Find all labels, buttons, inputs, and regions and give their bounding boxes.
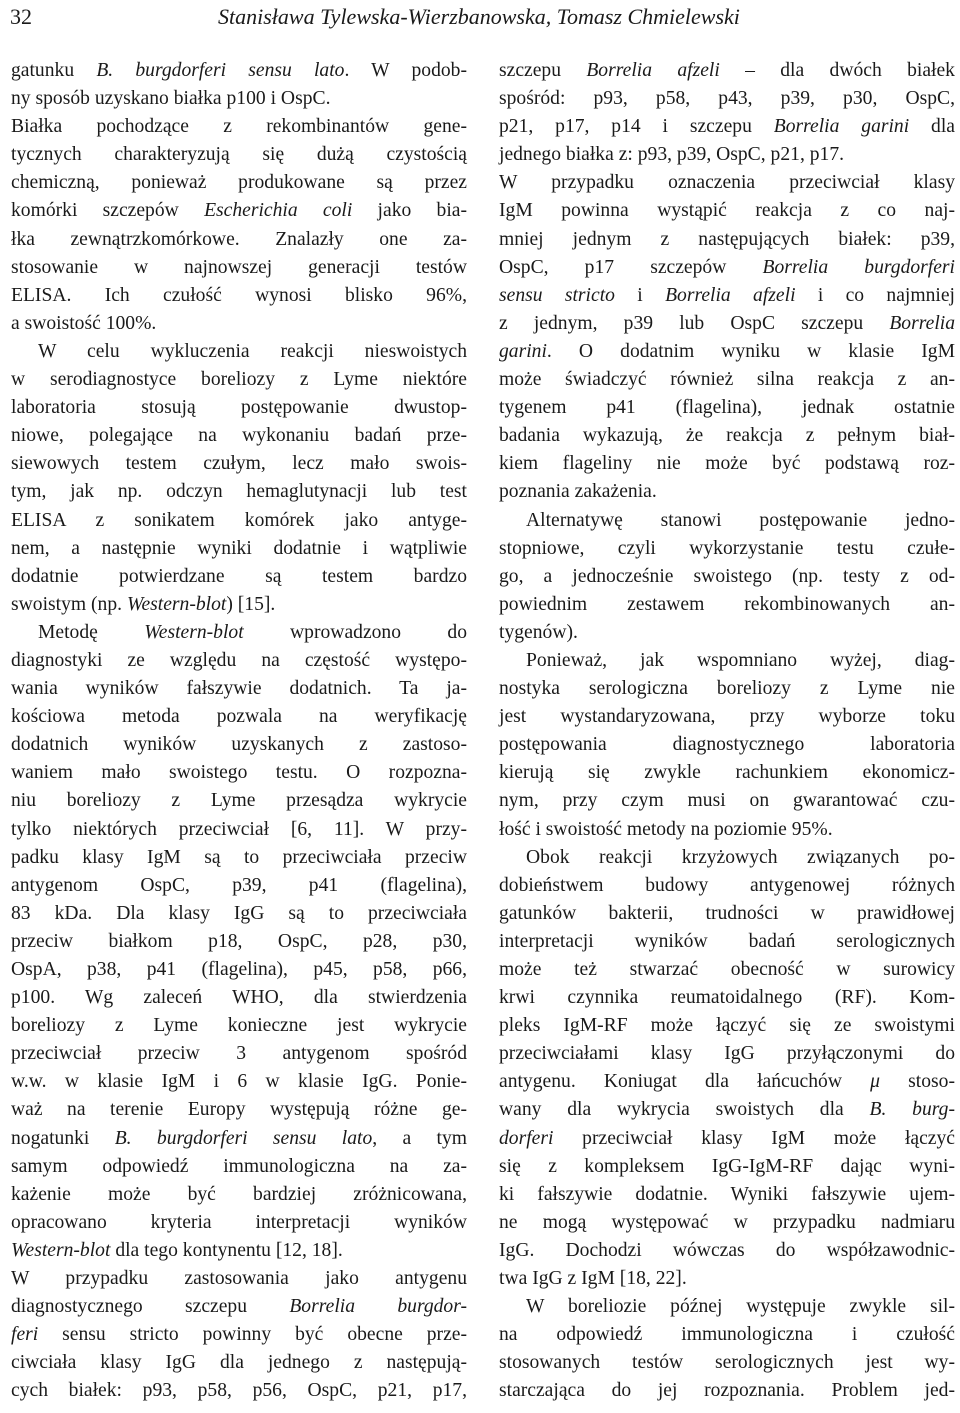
text-line: Obok reakcji krzyżowych związanych po-	[526, 846, 955, 868]
text-line: krwi czynnika reumatoidalnego (RF). Kom-	[499, 987, 955, 1009]
text-line: jednego białka z: p93, p39, OspC, p21, p17.	[499, 144, 845, 166]
text-line: Ponieważ, jak wspomniano wyżej, diag-	[526, 649, 955, 671]
text-line: Western-blot dla tego kontynentu [12, 18].	[11, 1239, 343, 1261]
text-line: sensu stricto i Borrelia afzeli i co najmniej	[499, 284, 955, 306]
text-line: garini. O dodatnim wyniku w klasie IgM	[499, 340, 955, 362]
text-line: OspA, p38, p41 (flagelina), p45, p58, p66,	[11, 959, 467, 980]
text-line: ELISA. Ich czułość wynosi blisko 96%,	[11, 284, 467, 306]
text-line: interpretacji wyników badań serologicznych	[499, 930, 955, 952]
text-line: mniej jednym z następujących białek: p39,	[499, 228, 955, 250]
text-line: tycznych charakteryzują się dużą czystością	[11, 144, 467, 166]
text-line: dorferi przeciwciał klasy IgM może łączyć	[499, 1127, 955, 1149]
text-line: tym, jak np. odczyn hemaglutynacji lub test	[11, 481, 467, 503]
text-line: spośród: p93, p58, p43, p39, p30, OspC,	[499, 88, 955, 110]
left-text-column	[11, 57, 467, 1406]
right-text-column	[499, 57, 955, 1406]
text-line: waniem mało swoistego testu. O rozpozna-	[11, 762, 467, 784]
text-line: p21, p17, p14 i szczepu Borrelia garini dla	[499, 116, 955, 138]
text-line: samym odpowiedź immunologiczna na za-	[11, 1155, 467, 1177]
text-line: może świadczyć również silna reakcja z an-	[499, 369, 955, 391]
text-line: może też stwarzać obecność w surowicy	[499, 959, 955, 980]
text-line: chemiczną, ponieważ produkowane są przez	[11, 172, 467, 194]
text-line: w serodiagnostyce boreliozy z Lyme niektóre	[11, 369, 467, 391]
text-line: się z kompleksem IgG-IgM-RF dając wyni-	[499, 1155, 955, 1177]
text-line: boreliozy z Lyme konieczne jest wykrycie	[11, 1015, 467, 1037]
text-line: szczepu Borrelia afzeli – dla dwóch białek	[499, 60, 955, 81]
running-head: Stanisława Tylewska-Wierzbanowska, Tomasz Chmielewski	[218, 4, 740, 29]
page-header	[0, 0, 960, 40]
text-line: starczająca do jej rozpoznania. Problem jed-	[499, 1380, 955, 1402]
text-line: w.w. w klasie IgM i 6 w klasie IgG. Ponie-	[11, 1071, 467, 1093]
text-line: padku klasy IgM są to przeciwciała przeciw	[11, 846, 467, 868]
text-line: jest wystandaryzowana, przy wyborze toku	[499, 706, 955, 728]
text-line: dodatnie potwierdzane są testem bardzo	[11, 565, 467, 587]
text-line: opracowano kryteria interpretacji wyników	[11, 1211, 467, 1233]
text-line: cych białek: p93, p58, p56, OspC, p21, p17,	[11, 1380, 467, 1402]
text-line: Białka pochodzące z rekombinantów gene-	[11, 116, 467, 138]
text-line: antygenom OspC, p39, p41 (flagelina),	[11, 874, 467, 896]
text-line: dobieństwem budowy antygenowej różnych	[499, 874, 955, 896]
text-line: Metodę Western-blot wprowadzono do	[38, 621, 467, 643]
text-line: W przypadku zastosowania jako antygenu	[11, 1268, 467, 1290]
text-line: przeciwciałami klasy IgG przyłączonymi do	[499, 1043, 955, 1065]
text-line: IgG. Dochodzi wówczas do współzawodnic-	[499, 1239, 955, 1261]
text-line: W przypadku oznaczenia przeciwciał klasy	[499, 172, 955, 194]
text-line: gatunków bakterii, trudności w prawidłowej	[499, 902, 955, 924]
text-line: diagnostyki ze względu na częstość występo-	[11, 649, 467, 671]
text-line: nogatunki B. burgdorferi sensu lato, a tym	[11, 1127, 468, 1149]
text-line: antygenu. Koniugat dla łańcuchów μ stoso-	[499, 1071, 955, 1093]
text-line: IgM powinna wystąpić reakcja z co naj-	[499, 200, 955, 222]
text-line: tylko niektórych przeciwciał [6, 11]. W przy-	[11, 818, 467, 840]
text-line: każenie może być bardziej zróżnicowana,	[11, 1183, 467, 1205]
text-line: nym, przy czym musi on gwarantować czu-	[499, 790, 955, 812]
text-line: ne mogą występować w przypadku nadmiaru	[499, 1211, 955, 1233]
text-line: ki fałszywie dodatnie. Wyniki fałszywie ujem-	[499, 1183, 955, 1205]
text-line: ny sposób uzyskano białka p100 i OspC.	[11, 88, 331, 110]
text-line: p100. Wg zaleceń WHO, dla stwierdzenia	[11, 987, 467, 1009]
text-line: ELISA z sonikatem komórek jako antyge-	[11, 509, 467, 531]
text-line: feri sensu stricto powinny być obecne prze-	[11, 1324, 467, 1346]
page-number: 32	[10, 4, 32, 29]
text-line: postępowania diagnostycznego laboratoria	[499, 734, 955, 756]
text-line: wany dla wykrycia swoistych dla B. burg-	[499, 1099, 955, 1121]
text-line: OspC, p17 szczepów Borrelia burgdorferi	[499, 256, 955, 278]
text-line: z jednym, p39 lub OspC szczepu Borrelia	[499, 312, 955, 334]
text-line: nostyka serologiczna boreliozy z Lyme nie	[499, 678, 955, 700]
text-line: pleks IgM-RF może łączyć się ze swoistymi	[499, 1015, 955, 1037]
text-line: przeciwciał przeciw 3 antygenom spośród	[11, 1043, 467, 1065]
text-line: niu boreliozy z Lyme przesądza wykrycie	[11, 790, 467, 812]
text-line: waż na terenie Europy występują różne ge-	[11, 1099, 467, 1121]
text-line: kiem flageliny nie może być podstawą roz-	[499, 453, 955, 475]
text-line: go, a jednocześnie swoistego (np. testy z od-	[499, 565, 955, 587]
text-line: komórki szczepów Escherichia coli jako bia-	[11, 200, 467, 222]
text-line: stosowanie w najnowszej generacji testów	[11, 256, 467, 278]
text-line: badania wykazują, że reakcja z pełnym biał-	[499, 425, 955, 447]
text-line: niowe, polegające na wykonaniu badań prze-	[11, 425, 467, 447]
text-line: diagnostycznego szczepu Borrelia burgdor-	[11, 1296, 467, 1318]
text-line: stosowanych testów serologicznych jest wy-	[499, 1352, 955, 1374]
text-line: powiednim zestawem rekombinowanych an-	[499, 593, 955, 615]
text-line: łość i swoistość metody na poziomie 95%.	[499, 818, 833, 840]
text-line: wania wyników fałszywie dodatnich. Ta ja-	[11, 678, 467, 700]
text-line: tygenem p41 (flagelina), jednak ostatnie	[499, 397, 955, 419]
text-line: W celu wykluczenia reakcji nieswoistych	[38, 340, 467, 362]
text-line: 83 kDa. Dla klasy IgG są to przeciwciała	[11, 902, 467, 924]
text-line: łka zewnątrzkomórkowe. Znalazły one za-	[11, 228, 467, 250]
text-line: poznania zakażenia.	[499, 481, 657, 503]
text-line: W boreliozie późnej występuje zwykle sil-	[526, 1296, 955, 1318]
text-line: twa IgG z IgM [18, 22].	[499, 1268, 687, 1290]
text-line: a swoistość 100%.	[11, 312, 157, 334]
text-line: kościowa metoda pozwala na weryfikację	[11, 706, 467, 728]
text-line: Alternatywę stanowi postępowanie jedno-	[526, 509, 955, 531]
text-line: gatunku B. burgdorferi sensu lato. W podob-	[11, 60, 467, 81]
text-line: stopniowe, czyli wykorzystanie testu czułe-	[499, 537, 955, 559]
text-line: laboratoria stosują postępowanie dwustop-	[11, 397, 467, 419]
text-line: tygenów).	[499, 621, 578, 643]
text-line: dodatnich wyników uzyskanych z zastoso-	[11, 734, 467, 756]
text-line: na odpowiedź immunologiczna i czułość	[499, 1324, 955, 1346]
text-line: kierują się zwykle rachunkiem ekonomicz-	[499, 762, 955, 784]
text-line: swoistym (np. Western-blot) [15].	[11, 593, 276, 615]
text-line: siewowych testem czułym, lecz mało swois-	[11, 453, 467, 475]
text-line: przeciw białkom p18, OspC, p28, p30,	[11, 930, 467, 952]
text-line: ciwciała klasy IgG dla jednego z następują-	[11, 1352, 467, 1374]
text-line: nem, a następnie wyniki dodatnie i wątpliwie	[11, 537, 467, 559]
